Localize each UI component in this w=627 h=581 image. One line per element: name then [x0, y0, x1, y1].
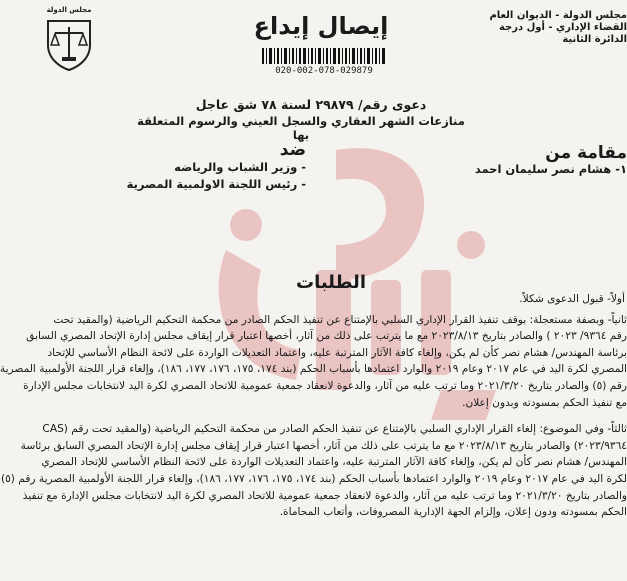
requests-heading: الطلبات [295, 272, 366, 293]
request-item-2-line: رقم (٥) والصادر بتاريخ ٢٠٢١/٣/٢٠ وما ترتب عليه من آثار، والدعوة لانعقاد جمعية عمومية للاتحاد المصري لكرة اليد لانتخابات مجلس الإدارة [23, 379, 627, 392]
scales-of-justice-icon [40, 15, 98, 71]
requests-body [0, 291, 627, 521]
plaintiff-heading: مقامة من [545, 143, 627, 163]
request-item-2-line: برئاسة المهندس/ هشام نصر كأن لم يكن، وإلغاء كافة الآثار المترتبة عليه، واعتماد التعديلات الواردة على لائحة النظام الأساسي للإتحاد [47, 346, 627, 359]
court-line: الدائرة الثانية [562, 34, 627, 45]
case-subject: منازعات الشهر العقاري والسجل العيني والرسوم المتعلقة بها [137, 114, 465, 142]
defendant-name: - رئيس اللجنة الاولمبية المصرية [126, 177, 306, 191]
request-item-3-line: الحكم بمسودته ودون إعلان، وإلزام الجهة الإدارية المصروفات، وأتعاب المحاماة. [279, 506, 627, 519]
request-item-2-line: رقم ٩٣٦٤/ ٢٠٢٣ ) والصادر بتاريخ ٢٠٢٣/٨/١٣ مع ما يترتب على ذلك من آثار، أخصها اعتبار قرار إيقاف مجلس إدارة الإتحاد المصري السابق [26, 330, 627, 343]
barcode-icon [262, 48, 386, 64]
request-item-2-line: ثانياً- وبصفة مستعجلة: بوقف تنفيذ القرار الإداري السلبي بالإمتناع عن تنفيذ الحكم الصادر من محكمة التحكيم الرياضية (والمقيد تحت [53, 313, 627, 326]
request-item-3-line: والصادر بتاريخ ٢٠٢١/٣/٢٠ وما ترتب عليه من آثار، والدعوة لانعقاد جمعية عمومية للاتحاد المصري لكرة اليد لانتخابات مجلس الإدارة مع تنفيذ [22, 489, 627, 502]
page-title: إيصال إيداع [253, 12, 389, 40]
defendant-name: - وزير الشباب والرياضه [174, 160, 306, 174]
request-item-2-line: المصري لكرة اليد في عام ٢٠١٧ وعام ٢٠١٩ والوارد اعتمادها بأسباب الحكم (بند ١٧٤، ١٧٥، ١٧٦، ١٧٧، ١٨٦)، وإلغاء قرار اللجنة الأولمبية المصرية [0, 363, 627, 376]
plaintiff-name: ١- هشام نصر سليمان احمد [474, 162, 627, 176]
request-item-2-line: مع تنفيذ الحكم بمسودته وبدون إعلان. [462, 396, 627, 409]
request-item-3-line: لكرة اليد في عام ٢٠١٧ وعام ٢٠١٩ والوارد اعتمادها بأسباب الحكم (بند ١٧٤، ١٧٥، ١٧٦، ١٧٧، ١٨٦)، وإلغاء قرار اللجنة الأولمبية المصرية رقم (٥) [0, 472, 627, 485]
defendant-heading: ضد [279, 140, 306, 160]
barcode-number: 020-002-078-029879 [275, 66, 373, 76]
case-number: دعوى رقم/ ٢٩٨٧٩ لسنة ٧٨ شق عاجل [195, 97, 427, 112]
court-header [489, 10, 627, 46]
logo-caption: مجلس الدولة [46, 6, 92, 14]
request-item-1: أولاً- قبول الدعوى شكلاً. [519, 293, 625, 305]
request-item-3-line: ٢٠٢٣/٩٣٦٤) والصادر بتاريخ ٢٠٢٣/٨/١٣ مع ما يترتب على ذلك من آثار، أخصها اعتبار قرار إيقاف مجلس إدارة الإتحاد المصري السابق برئاسة [20, 439, 627, 452]
court-line: مجلس الدولة - الديوان العام [489, 10, 627, 21]
court-line: القضاء الإداري - أول درجة [498, 22, 627, 33]
request-item-3-line: ثالثاً- وفي الموضوع: إلغاء القرار الإداري السلبي بالإمتناع عن تنفيذ الحكم الصادر من محكمة التحكيم الرياضية (والمقيد تحت رقم (CAS [42, 423, 627, 436]
request-item-3-line: المهندس/ هشام نصر كأن لم يكن، وإلغاء كافة الآثار المترتبة عليه، واعتماد التعديلات الواردة على لائحة النظام الأساسي للإتحاد المصري [41, 456, 627, 469]
state-council-logo [40, 6, 98, 72]
barcode [262, 48, 386, 64]
